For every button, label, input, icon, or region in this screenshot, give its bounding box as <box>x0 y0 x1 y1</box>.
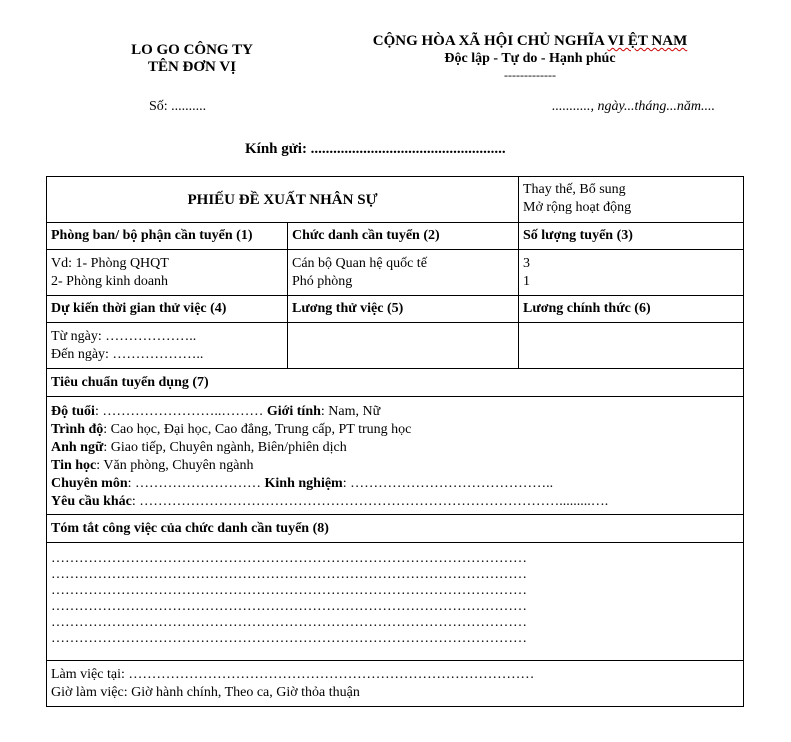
summary-line: ………………………………………………………………………………………… <box>51 615 527 630</box>
summary-line: ………………………………………………………………………………………… <box>51 631 527 646</box>
workplace-row <box>47 661 744 707</box>
criteria-cell <box>47 397 744 515</box>
company-logo-text: LO GO CÔNG TY <box>131 42 253 58</box>
it-value: : Văn phòng, Chuyên ngành <box>96 458 254 473</box>
document-number: Số: .......... <box>149 99 207 114</box>
other-requirements-line <box>51 493 739 511</box>
major-label: Chuyên môn <box>51 476 128 491</box>
gender-value: : Nam, Nữ <box>320 404 381 419</box>
header-position: Chức danh cần tuyển (2) <box>288 223 519 250</box>
nation-title-suffix: VI ỆT NAM <box>607 33 688 49</box>
summary-line: ………………………………………………………………………………………… <box>51 599 527 614</box>
form-type-options <box>519 177 744 223</box>
other-value: : ……………………………………………………………………………….........…. <box>131 494 609 509</box>
recipient-line: Kính gửi: .................................................... <box>245 141 506 157</box>
probation-salary-cell <box>288 323 519 369</box>
education-line <box>51 421 739 439</box>
header-divider: ------------- <box>504 68 556 82</box>
department-cell <box>47 250 288 296</box>
workplace-line: Làm việc tại: …………………………………………………………………………… <box>51 667 535 682</box>
recruitment-form-table <box>46 176 744 707</box>
date-line: ..........., ngày...tháng...năm.... <box>552 99 715 114</box>
english-line <box>51 439 739 457</box>
position-line: Phó phòng <box>292 274 353 289</box>
it-label: Tin học <box>51 458 97 473</box>
form-title-row <box>47 177 744 223</box>
header-quantity: Số lượng tuyển (3) <box>519 223 744 250</box>
header-department: Phòng ban/ bộ phận cần tuyển (1) <box>47 223 288 250</box>
experience-value: : …………………………………….. <box>342 476 554 491</box>
summary-heading: Tóm tắt công việc của chức danh cần tuyển (8) <box>47 515 744 543</box>
header-probation-time: Dự kiến thời gian thử việc (4) <box>47 296 288 323</box>
it-line <box>51 457 739 475</box>
position-row <box>47 250 744 296</box>
age-value: : ……………………..……… <box>94 404 267 419</box>
major-value: : ……………………… <box>127 476 265 491</box>
quantity-cell <box>519 250 744 296</box>
gender-label: Giới tính <box>266 404 321 419</box>
work-hours-line: Giờ làm việc: Giờ hành chính, Theo ca, Giờ thỏa thuận <box>51 685 360 700</box>
education-value: : Cao học, Đại học, Cao đẳng, Trung cấp, PT trung học <box>103 422 412 437</box>
header-official-salary: Lương chính thức (6) <box>519 296 744 323</box>
official-salary-cell <box>519 323 744 369</box>
summary-cell <box>47 543 744 661</box>
to-date: Đến ngày: ……………….. <box>51 347 204 362</box>
summary-line: ………………………………………………………………………………………… <box>51 583 527 598</box>
workplace-cell <box>47 661 744 707</box>
major-experience-line <box>51 475 739 493</box>
position-line: Cán bộ Quan hệ quốc tế <box>292 256 427 271</box>
other-label: Yêu cầu khác <box>51 494 132 509</box>
header-probation-salary: Lương thử việc (5) <box>288 296 519 323</box>
english-value: : Giao tiếp, Chuyên ngành, Biên/phiên dịch <box>103 440 347 455</box>
quantity-value: 3 <box>523 256 530 271</box>
unit-name: TÊN ĐƠN VỊ <box>147 59 237 75</box>
national-header <box>340 33 720 84</box>
from-date: Từ ngày: ……………….. <box>51 329 197 344</box>
summary-row <box>47 543 744 661</box>
criteria-row <box>47 397 744 515</box>
type-option-replace: Thay thế, Bổ sung <box>523 182 626 197</box>
english-label: Anh ngữ <box>51 440 104 455</box>
age-gender-line <box>51 403 739 421</box>
position-cell <box>288 250 519 296</box>
age-label: Độ tuổi <box>51 404 95 419</box>
experience-label: Kinh nghiệm <box>264 476 343 491</box>
form-title: PHIẾU ĐỀ XUẤT NHÂN SỰ <box>47 177 519 223</box>
department-line: 2- Phòng kinh doanh <box>51 274 169 289</box>
type-option-expand: Mở rộng hoạt động <box>523 200 632 215</box>
probation-dates-cell <box>47 323 288 369</box>
department-line: Vd: 1- Phòng QHQT <box>51 256 169 271</box>
probation-row <box>47 323 744 369</box>
nation-title-prefix: CỘNG HÒA XÃ HỘI CHỦ NGHĨA <box>372 33 608 49</box>
column-header-row-2 <box>47 296 744 323</box>
criteria-heading: Tiêu chuẩn tuyển dụng (7) <box>47 369 744 397</box>
summary-line: ………………………………………………………………………………………… <box>51 551 527 566</box>
nation-title <box>340 33 720 50</box>
column-header-row-1 <box>47 223 744 250</box>
summary-heading-row <box>47 515 744 543</box>
summary-line: ………………………………………………………………………………………… <box>51 567 527 582</box>
education-label: Trình độ <box>51 422 104 437</box>
motto: Độc lập - Tự do - Hạnh phúc <box>444 51 616 66</box>
criteria-heading-row <box>47 369 744 397</box>
quantity-value: 1 <box>523 274 530 289</box>
company-header <box>92 42 292 76</box>
